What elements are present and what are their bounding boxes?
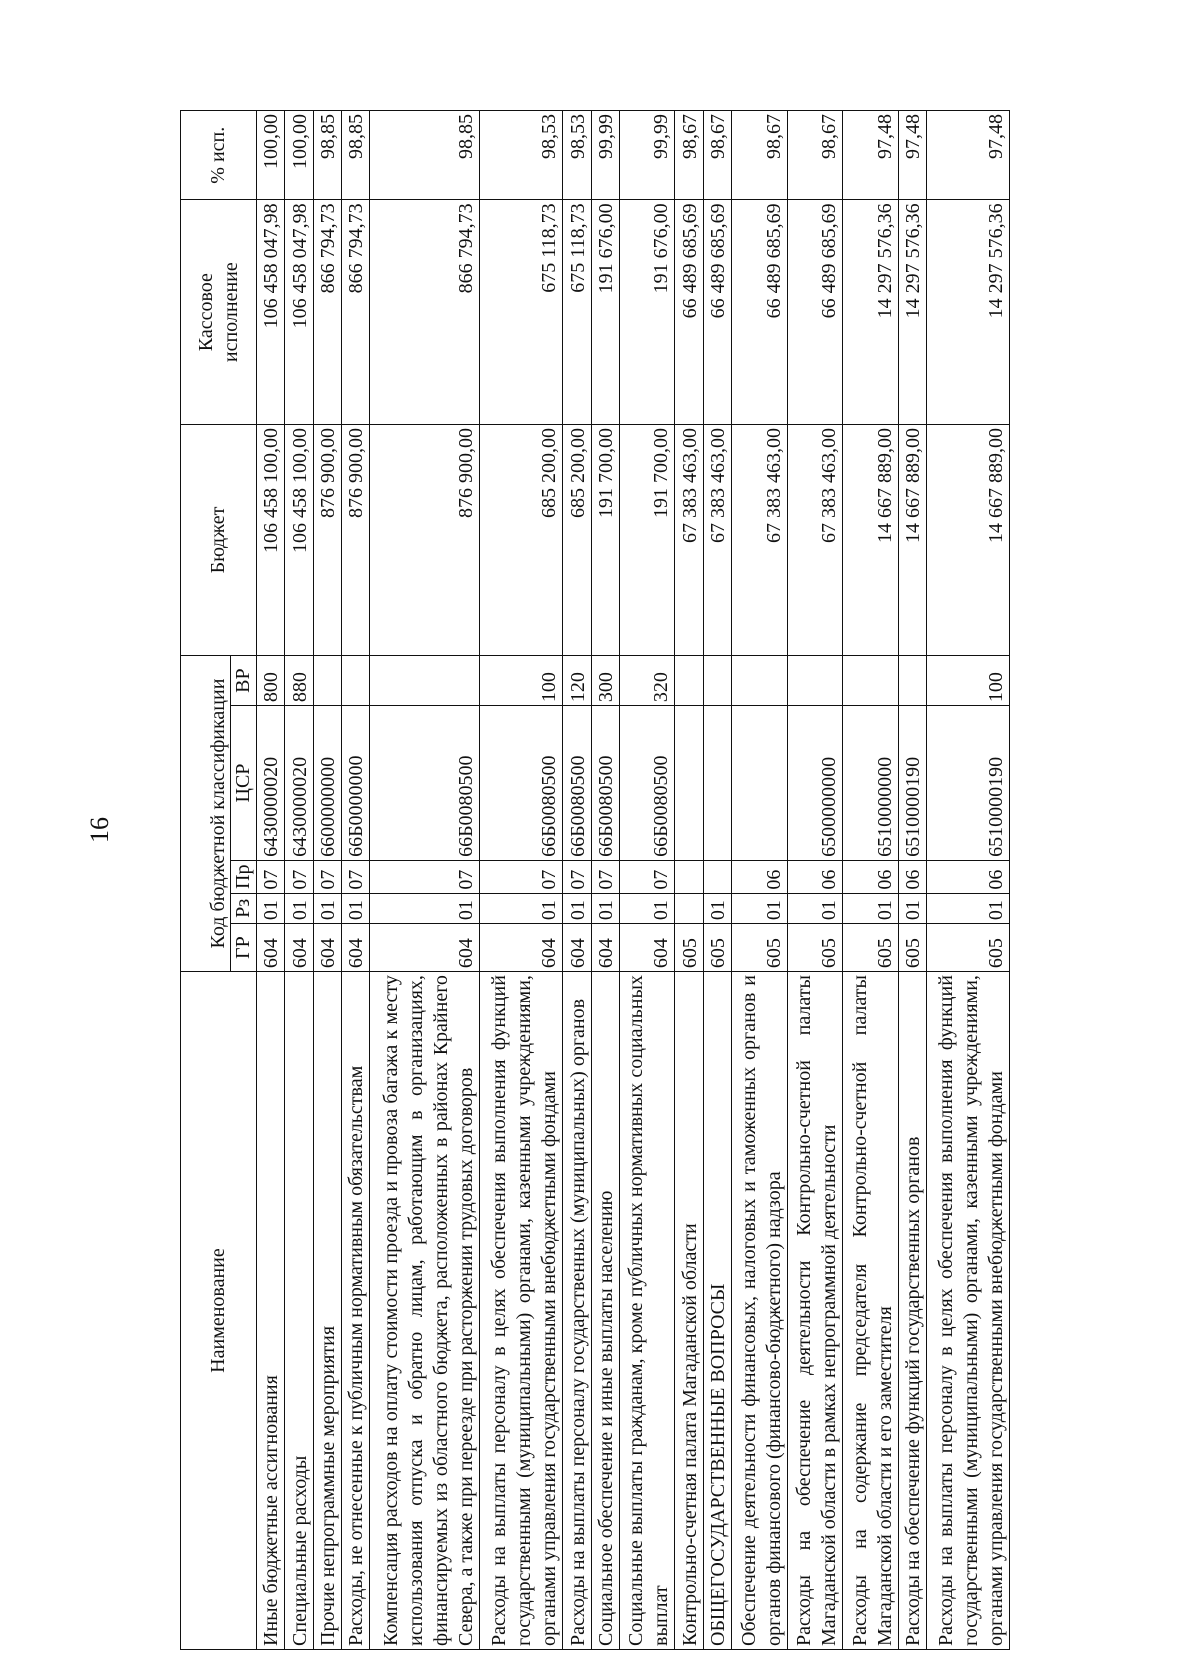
- row-name: Контрольно-счетная палата Магаданской области: [675, 972, 703, 1650]
- table-row: [370, 111, 480, 1650]
- table-row: [732, 111, 788, 1650]
- row-rz: 01: [787, 893, 843, 924]
- row-csr: 6510000190: [898, 706, 926, 861]
- table-row: [843, 111, 899, 1650]
- row-rz: 01: [591, 893, 619, 924]
- table-row: [898, 111, 926, 1650]
- row-pct: 98,85: [313, 111, 341, 200]
- row-budget: 191 700,00: [591, 424, 619, 655]
- row-gr: 605: [843, 924, 899, 972]
- row-name: ОБЩЕГОСУДАРСТВЕННЫЕ ВОПРОСЫ: [703, 972, 731, 1650]
- row-vr: [370, 656, 480, 706]
- row-pct: 97,48: [898, 111, 926, 200]
- row-pct: 98,67: [703, 111, 731, 200]
- row-kassovoe: 191 676,00: [619, 200, 675, 425]
- row-vr: [843, 656, 899, 706]
- row-name: Прочие непрограммные мероприятия: [313, 972, 341, 1650]
- row-name: Расходы на обеспечение функций государственных органов: [898, 972, 926, 1650]
- row-rz: 01: [285, 893, 313, 924]
- header-rz: Рз: [231, 893, 257, 924]
- row-budget: 67 383 463,00: [732, 424, 788, 655]
- row-csr: [732, 706, 788, 861]
- row-pr: 07: [313, 860, 341, 893]
- table-row: [927, 111, 1010, 1650]
- row-budget: 191 700,00: [619, 424, 675, 655]
- row-csr: [675, 706, 703, 861]
- row-kassovoe: 14 297 576,36: [843, 200, 899, 425]
- table-row: [563, 111, 591, 1650]
- header-name: Наименование: [181, 972, 257, 1650]
- header-budget: Бюджет: [181, 424, 257, 655]
- row-kassovoe: 14 297 576,36: [927, 200, 1010, 425]
- row-pct: 98,53: [563, 111, 591, 200]
- row-rz: 01: [703, 893, 731, 924]
- row-kassovoe: 866 794,73: [313, 200, 341, 425]
- row-rz: 01: [619, 893, 675, 924]
- budget-table-container: [180, 110, 1010, 1650]
- row-rz: 01: [370, 893, 480, 924]
- row-gr: 605: [675, 924, 703, 972]
- row-pr: 06: [732, 860, 788, 893]
- row-kassovoe: 106 458 047,98: [285, 200, 313, 425]
- row-csr: 66Б0080500: [591, 706, 619, 861]
- table-row: [591, 111, 619, 1650]
- table-body: [257, 111, 1010, 1650]
- row-name: Специальные расходы: [285, 972, 313, 1650]
- row-rz: 01: [898, 893, 926, 924]
- row-gr: 604: [285, 924, 313, 972]
- row-vr: 120: [563, 656, 591, 706]
- row-csr: 66Б0080500: [563, 706, 591, 861]
- row-pct: 98,67: [675, 111, 703, 200]
- row-budget: 876 900,00: [370, 424, 480, 655]
- header-pct: % исп.: [181, 111, 257, 200]
- row-pr: 07: [480, 860, 563, 893]
- row-gr: 605: [927, 924, 1010, 972]
- budget-table: [180, 110, 1010, 1650]
- row-csr: 6510000190: [927, 706, 1010, 861]
- row-kassovoe: 66 489 685,69: [703, 200, 731, 425]
- header-gr: ГР: [231, 924, 257, 972]
- row-rz: 01: [843, 893, 899, 924]
- row-pct: 99,99: [619, 111, 675, 200]
- row-kassovoe: 106 458 047,98: [257, 200, 285, 425]
- table-header: [181, 111, 257, 1650]
- row-pct: 97,48: [843, 111, 899, 200]
- table-row: [341, 111, 369, 1650]
- row-pr: 07: [285, 860, 313, 893]
- row-csr: 6600000000: [313, 706, 341, 861]
- row-name: Социальное обеспечение и иные выплаты населению: [591, 972, 619, 1650]
- row-pct: 100,00: [285, 111, 313, 200]
- row-budget: 876 900,00: [341, 424, 369, 655]
- row-vr: 100: [927, 656, 1010, 706]
- row-pr: [703, 860, 731, 893]
- row-pct: 98,53: [480, 111, 563, 200]
- header-csr: ЦСР: [231, 706, 257, 861]
- row-gr: 604: [563, 924, 591, 972]
- row-kassovoe: 14 297 576,36: [898, 200, 926, 425]
- row-vr: 320: [619, 656, 675, 706]
- row-kassovoe: 675 118,73: [480, 200, 563, 425]
- table-row: [480, 111, 563, 1650]
- row-pr: 06: [843, 860, 899, 893]
- header-kassovoe: Кассовое исполнение: [181, 200, 257, 425]
- row-pr: 07: [563, 860, 591, 893]
- row-kassovoe: 66 489 685,69: [675, 200, 703, 425]
- row-rz: 01: [313, 893, 341, 924]
- row-csr: 66Б0080500: [619, 706, 675, 861]
- row-gr: 604: [313, 924, 341, 972]
- row-vr: 100: [480, 656, 563, 706]
- row-kassovoe: 191 676,00: [591, 200, 619, 425]
- table-row: [619, 111, 675, 1650]
- row-budget: 106 458 100,00: [257, 424, 285, 655]
- row-budget: 876 900,00: [313, 424, 341, 655]
- row-vr: [313, 656, 341, 706]
- header-code-group: Код бюджетной классификации: [181, 656, 231, 972]
- header-pr: Пр: [231, 860, 257, 893]
- row-name: Расходы, не отнесенные к публичным нормативным обязательствам: [341, 972, 369, 1650]
- row-vr: [341, 656, 369, 706]
- row-budget: 14 667 889,00: [927, 424, 1010, 655]
- row-rz: 01: [341, 893, 369, 924]
- row-csr: 66Б0080500: [370, 706, 480, 861]
- table-row: [285, 111, 313, 1650]
- row-csr: [703, 706, 731, 861]
- row-csr: 6510000000: [843, 706, 899, 861]
- row-vr: [787, 656, 843, 706]
- row-rz: 01: [257, 893, 285, 924]
- row-pct: 97,48: [927, 111, 1010, 200]
- row-pr: 07: [370, 860, 480, 893]
- row-kassovoe: 866 794,73: [341, 200, 369, 425]
- row-pct: 98,85: [341, 111, 369, 200]
- row-name: Расходы на выплаты персоналу в целях обеспечения выполнения функций государственными (муниципальными) органами, казенными учреждениями, органами управления государственными внебюджетными фондами: [480, 972, 563, 1650]
- row-vr: [898, 656, 926, 706]
- row-kassovoe: 66 489 685,69: [732, 200, 788, 425]
- row-budget: 14 667 889,00: [898, 424, 926, 655]
- row-csr: 66Б0080500: [480, 706, 563, 861]
- row-pr: [675, 860, 703, 893]
- row-name: Расходы на выплаты персоналу в целях обеспечения выполнения функций государственными (муниципальными) органами, казенными учреждениями, органами управления государственными внебюджетными фондами: [927, 972, 1010, 1650]
- row-gr: 605: [898, 924, 926, 972]
- row-budget: 685 200,00: [480, 424, 563, 655]
- table-row: [787, 111, 843, 1650]
- row-budget: 14 667 889,00: [843, 424, 899, 655]
- row-csr: 6500000000: [787, 706, 843, 861]
- row-budget: 67 383 463,00: [787, 424, 843, 655]
- row-rz: 01: [927, 893, 1010, 924]
- page-number: 16: [85, 817, 114, 843]
- row-budget: 67 383 463,00: [703, 424, 731, 655]
- row-csr: 6430000020: [285, 706, 313, 861]
- row-pr: 07: [257, 860, 285, 893]
- row-gr: 605: [787, 924, 843, 972]
- row-pct: 98,67: [732, 111, 788, 200]
- row-pr: 07: [341, 860, 369, 893]
- table-row: [257, 111, 285, 1650]
- row-gr: 604: [370, 924, 480, 972]
- row-kassovoe: 66 489 685,69: [787, 200, 843, 425]
- row-name: Расходы на содержание председателя Контрольно-счетной палаты Магаданской области и его заместителя: [843, 972, 899, 1650]
- row-gr: 605: [703, 924, 731, 972]
- row-gr: 604: [257, 924, 285, 972]
- row-name: Обеспечение деятельности финансовых, налоговых и таможенных органов и органов финансового (финансово-бюджетного) надзора: [732, 972, 788, 1650]
- row-pr: 07: [591, 860, 619, 893]
- row-name: Социальные выплаты гражданам, кроме публичных нормативных социальных выплат: [619, 972, 675, 1650]
- row-pct: 98,85: [370, 111, 480, 200]
- header-vr: ВР: [231, 656, 257, 706]
- row-vr: [675, 656, 703, 706]
- row-kassovoe: 866 794,73: [370, 200, 480, 425]
- row-gr: 604: [341, 924, 369, 972]
- row-gr: 604: [619, 924, 675, 972]
- row-name: Иные бюджетные ассигнования: [257, 972, 285, 1650]
- row-rz: 01: [480, 893, 563, 924]
- row-csr: 6430000020: [257, 706, 285, 861]
- row-pr: 06: [898, 860, 926, 893]
- row-rz: [675, 893, 703, 924]
- row-budget: 685 200,00: [563, 424, 591, 655]
- table-row: [313, 111, 341, 1650]
- row-gr: 604: [591, 924, 619, 972]
- row-pr: 07: [619, 860, 675, 893]
- row-rz: 01: [732, 893, 788, 924]
- row-gr: 605: [732, 924, 788, 972]
- row-rz: 01: [563, 893, 591, 924]
- row-vr: [732, 656, 788, 706]
- table-row: [703, 111, 731, 1650]
- row-pct: 98,67: [787, 111, 843, 200]
- row-name: Компенсация расходов на оплату стоимости проезда и провоза багажа к месту использования отпуска и обратно лицам, работающим в организациях, финансируемых из областного бюджета, расположенных в районах Крайнего Севера, а также при переезде при расторжении трудовых договоров: [370, 972, 480, 1650]
- row-vr: 880: [285, 656, 313, 706]
- row-name: Расходы на выплаты персоналу государственных (муниципальных) органов: [563, 972, 591, 1650]
- row-kassovoe: 675 118,73: [563, 200, 591, 425]
- row-csr: 66Б0000000: [341, 706, 369, 861]
- row-gr: 604: [480, 924, 563, 972]
- row-vr: [703, 656, 731, 706]
- row-budget: 67 383 463,00: [675, 424, 703, 655]
- row-budget: 106 458 100,00: [285, 424, 313, 655]
- row-pct: 99,99: [591, 111, 619, 200]
- row-pr: 06: [787, 860, 843, 893]
- table-row: [675, 111, 703, 1650]
- row-pr: 06: [927, 860, 1010, 893]
- row-name: Расходы на обеспечение деятельности Контрольно-счетной палаты Магаданской области в рамках непрограммной деятельности: [787, 972, 843, 1650]
- row-vr: 800: [257, 656, 285, 706]
- row-pct: 100,00: [257, 111, 285, 200]
- row-vr: 300: [591, 656, 619, 706]
